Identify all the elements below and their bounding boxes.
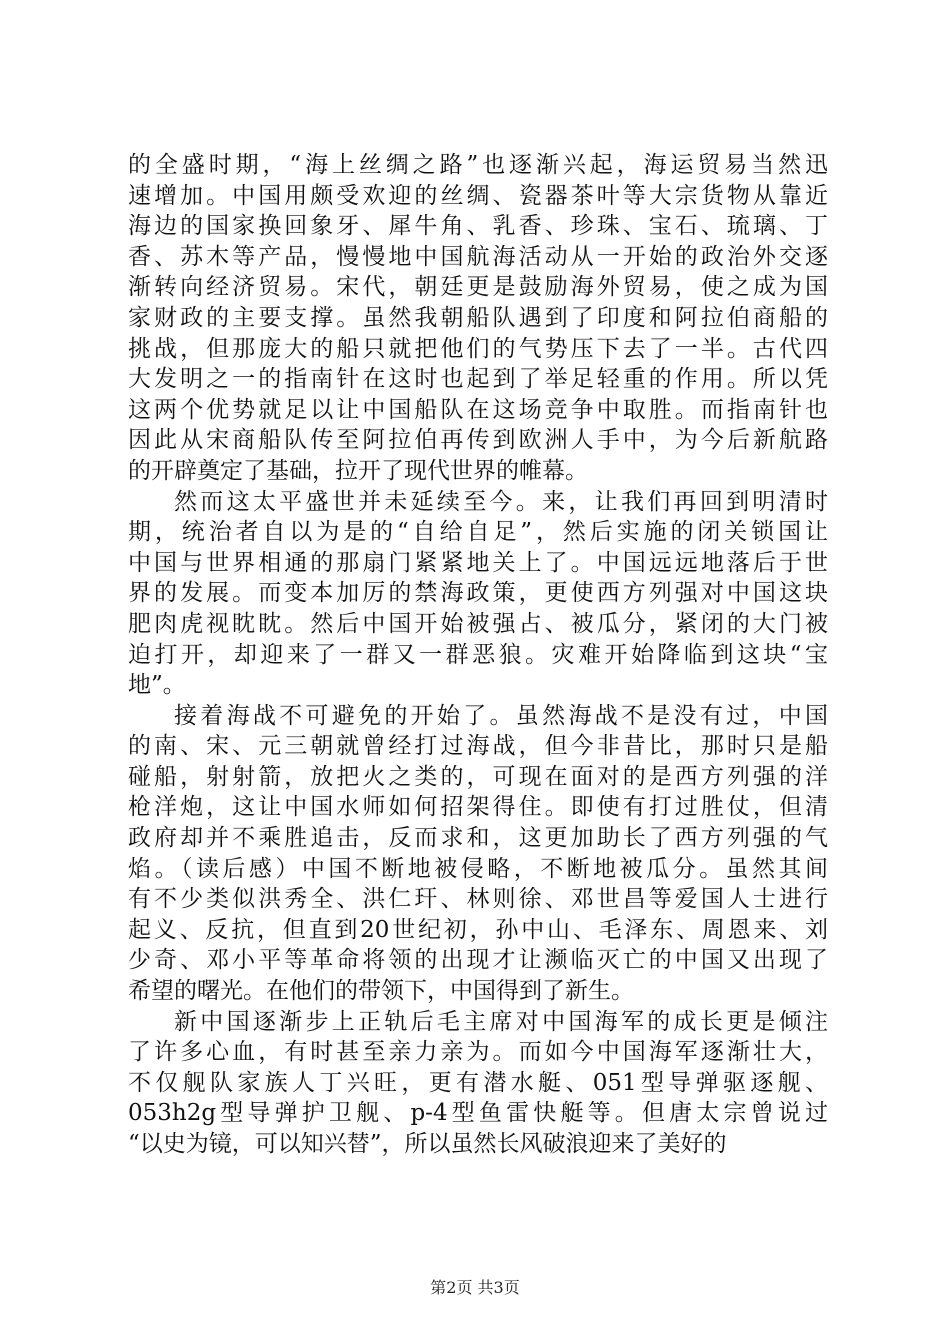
text-line: 速增加。中国用颇受欢迎的丝绸、瓷器茶叶等大宗货物从靠近 xyxy=(128,182,828,209)
paragraph xyxy=(128,150,828,487)
text-line: “以史为镜，可以知兴替”，所以虽然长风破浪迎来了美好的 xyxy=(128,1131,727,1157)
text-line: 接着海战不可避免的开始了。虽然海战不是没有过，中国 xyxy=(174,702,828,729)
text-line: 053h2g型导弹护卫舰、p-4型鱼雷快艇等。但唐太宗曾说过 xyxy=(128,1100,828,1127)
text-line: 中国与世界相通的那扇门紧紧地关上了。中国远远地落后于世 xyxy=(128,549,828,576)
text-line: 挑战，但那庞大的船只就把他们的气势压下去了一半。古代四 xyxy=(128,335,828,362)
text-line: 界的发展。而变本加厉的禁海政策，更使西方列强对中国这块 xyxy=(128,580,828,607)
text-line: 因此从宋商船队传至阿拉伯再传到欧洲人手中，为今后新航路 xyxy=(128,427,828,454)
text-line: 焰。（读后感）中国不断地被侵略，不断地被瓜分。虽然其间 xyxy=(128,855,828,882)
text-line: 渐转向经济贸易。宋代，朝廷更是鼓励海外贸易，使之成为国 xyxy=(128,274,828,301)
text-line: 的开辟奠定了基础，拉开了现代世界的帷幕。 xyxy=(128,457,588,484)
text-line: 这两个优势就足以让中国船队在这场竞争中取胜。而指南针也 xyxy=(128,396,828,423)
text-line: 迫打开，却迎来了一群又一群恶狼。灾难开始降临到这块“宝 xyxy=(128,641,828,668)
text-line: 不仅舰队家族人丁兴旺，更有潜水艇、051型导弹驱逐舰、 xyxy=(128,1069,828,1096)
text-line: 大发明之一的指南针在这时也起到了举足轻重的作用。所以凭 xyxy=(128,366,828,393)
text-line: 有不少类似洪秀全、洪仁玕、林则徐、邓世昌等爱国人士进行 xyxy=(128,886,828,913)
text-line: 然而这太平盛世并未延续至今。来，让我们再回到明清时 xyxy=(174,488,828,515)
text-line: 起义、反抗，但直到20世纪初，孙中山、毛泽东、周恩来、刘 xyxy=(128,916,828,943)
text-line: 新中国逐渐步上正轨后毛主席对中国海军的成长更是倾注 xyxy=(174,1008,828,1035)
text-line: 海边的国家换回象牙、犀牛角、乳香、珍珠、宝石、琉璃、丁 xyxy=(128,213,828,240)
text-line: 了许多心血，有时甚至亲力亲为。而如今中国海军逐渐壮大， xyxy=(128,1039,828,1066)
paragraph xyxy=(128,487,828,701)
paragraph xyxy=(128,701,828,1007)
text-line: 家财政的主要支撑。虽然我朝船队遇到了印度和阿拉伯商船的 xyxy=(128,304,828,331)
text-line: 的南、宋、元三朝就曾经打过海战，但今非昔比，那时只是船 xyxy=(128,733,828,760)
text-line: 的全盛时期，“海上丝绸之路”也逐渐兴起，海运贸易当然迅 xyxy=(128,152,828,178)
text-line: 枪洋炮，这让中国水师如何招架得住。即使有打过胜仗，但清 xyxy=(128,794,828,821)
text-line: 少奇、邓小平等革命将领的出现才让濒临灭亡的中国又出现了 xyxy=(128,947,828,974)
document-body xyxy=(128,150,828,1160)
text-line: 碰船，射射箭，放把火之类的，可现在面对的是西方列强的洋 xyxy=(128,763,828,790)
text-line: 香、苏木等产品，慢慢地中国航海活动从一开始的政治外交逐 xyxy=(128,243,828,270)
text-line: 政府却并不乘胜追击，反而求和，这更加助长了西方列强的气 xyxy=(128,825,828,852)
text-line: 期，统治者自以为是的“自给自足”，然后实施的闭关锁国让 xyxy=(128,519,828,546)
paragraph xyxy=(128,1007,828,1160)
text-line: 肥肉虎视眈眈。然后中国开始被强占、被瓜分，紧闭的大门被 xyxy=(128,610,828,637)
text-line: 希望的曙光。在他们的带领下，中国得到了新生。 xyxy=(128,978,634,1005)
page-number-footer: 第2页 共3页 xyxy=(430,1278,520,1297)
text-line: 地”。 xyxy=(128,672,186,699)
